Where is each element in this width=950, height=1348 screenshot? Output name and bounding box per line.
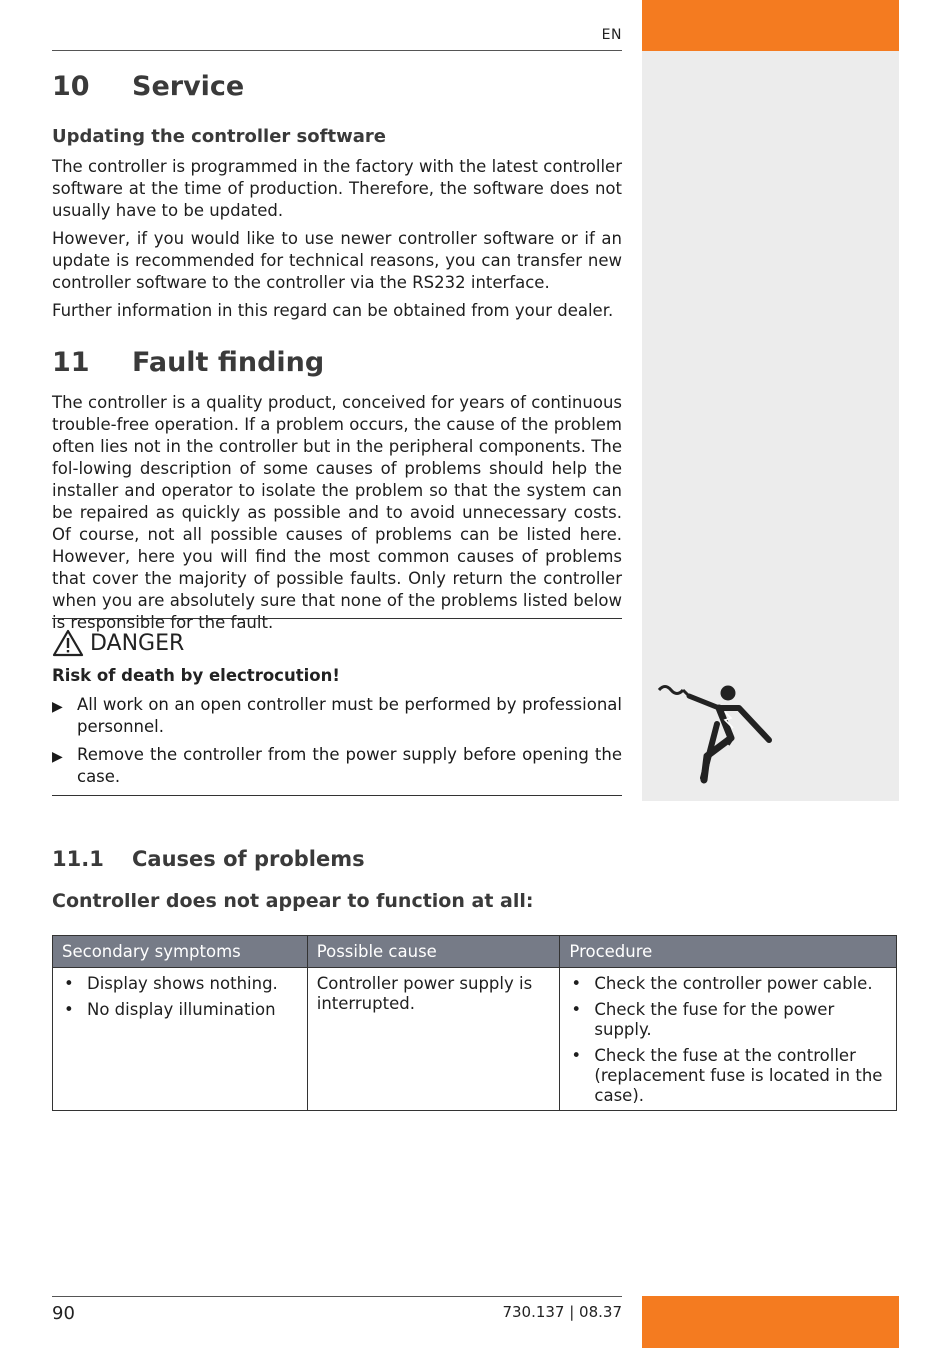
column-header-procedure: Procedure bbox=[560, 936, 897, 968]
list-item: • Display shows nothing. bbox=[62, 974, 298, 994]
subheading-updating-software: Updating the controller software bbox=[52, 126, 386, 147]
list-item: • Check the fuse at the controller (replacement fuse is located in the case). bbox=[569, 1046, 887, 1106]
language-label: EN bbox=[601, 27, 622, 43]
table-header-row bbox=[53, 936, 897, 968]
list-item-text: Remove the controller from the power supply before opening the case. bbox=[77, 745, 622, 786]
table-row bbox=[53, 968, 897, 1111]
paragraph: The controller is a quality product, conceived for years of continuous trouble-free operation. If a problem occurs, the cause of the problem often lies not in the controller but in the peripheral components. The fol-lowing description of some causes of problems should help the installer and operator to isolate the problem so that the system can be repaired as quickly as possible and to avoid unnecessary costs. Of course, not all possible causes of problems can be listed here. However, here you will find the most common causes of problems that cover the majority of possible faults. Only return the controller when you are absolutely sure that none of the problems listed below is responsible for the fault. bbox=[52, 393, 622, 632]
section-11-1-heading bbox=[52, 847, 365, 871]
danger-list bbox=[52, 694, 622, 794]
list-item: • Check the controller power cable. bbox=[569, 974, 887, 994]
arrow-bullet-icon: ▶ bbox=[52, 699, 63, 715]
list-item: • Check the fuse for the power supply. bbox=[569, 1000, 887, 1040]
danger-subtitle: Risk of death by electrocution! bbox=[52, 666, 340, 685]
header-rule bbox=[52, 50, 622, 51]
list-item-text: All work on an open controller must be performed by professional personnel. bbox=[77, 695, 622, 736]
list-item: • No display illumination bbox=[62, 1000, 298, 1020]
section-11-heading bbox=[52, 347, 324, 378]
orange-footer-tab bbox=[642, 1296, 899, 1348]
column-header-symptoms: Secondary symptoms bbox=[53, 936, 308, 968]
electrocution-warning-icon bbox=[655, 680, 780, 788]
footer-rule bbox=[52, 1296, 622, 1297]
page-number: 90 bbox=[52, 1303, 75, 1324]
section-number: 11 bbox=[52, 347, 90, 378]
document-number: 730.137 | 08.37 bbox=[502, 1303, 622, 1321]
danger-notice bbox=[52, 618, 622, 796]
paragraph: The controller is programmed in the factory with the latest controller software at the time of production. Therefore, the software does not usually have to be updated. bbox=[52, 157, 622, 220]
warning-triangle-icon bbox=[52, 629, 84, 657]
paragraph: Further information in this regard can be obtained from your dealer. bbox=[52, 301, 614, 320]
orange-header-tab bbox=[642, 0, 899, 51]
section-number: 11.1 bbox=[52, 847, 104, 871]
cell-symptoms bbox=[53, 968, 308, 1111]
list-item bbox=[52, 744, 622, 788]
cell-procedure bbox=[560, 968, 897, 1111]
danger-title bbox=[52, 629, 184, 657]
section-title: Service bbox=[132, 71, 245, 102]
danger-label: DANGER bbox=[90, 630, 185, 656]
list-item bbox=[52, 694, 622, 738]
section-number: 10 bbox=[52, 71, 90, 102]
section-10-body bbox=[52, 156, 622, 328]
cell-cause: Controller power supply is interrupted. bbox=[307, 968, 560, 1111]
paragraph: However, if you would like to use newer controller software or if an update is recommended for technical reasons, you can transfer new controller software to the controller via the RS232 interface. bbox=[52, 229, 622, 292]
section-11-body bbox=[52, 392, 622, 640]
section-10-heading bbox=[52, 71, 244, 102]
column-header-cause: Possible cause bbox=[307, 936, 560, 968]
section-title: Fault finding bbox=[132, 347, 325, 378]
subheading-no-function: Controller does not appear to function at all: bbox=[52, 890, 534, 912]
section-title: Causes of problems bbox=[132, 847, 365, 871]
causes-table bbox=[52, 935, 897, 1111]
arrow-bullet-icon: ▶ bbox=[52, 749, 63, 765]
